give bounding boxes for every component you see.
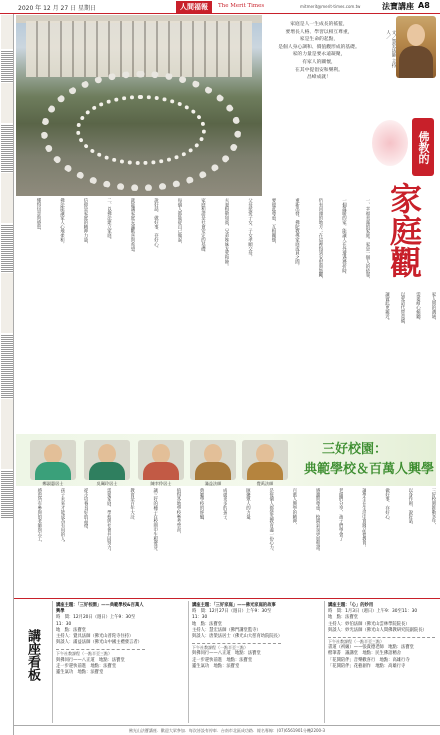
- feature-photo: [16, 15, 262, 196]
- author-portrait: [396, 16, 436, 78]
- event-afternoon-item: 走一步趕快前進 地點：法寶堂: [192, 657, 253, 663]
- event-card[interactable]: [188, 601, 284, 723]
- speaker-photo: [242, 440, 288, 480]
- ad-text-lines: [1, 470, 13, 486]
- event-afternoon-item: 走一步趕快前進 地點：法寶堂: [56, 663, 117, 669]
- ad-text-lines: [1, 224, 13, 240]
- event-host: 主持人：覺具法師（佛光山普陀寺住持）: [56, 634, 134, 640]
- event-place: 地 點：法寶堂: [56, 627, 87, 633]
- ad-text-lines: [1, 240, 13, 256]
- event-topic: 講座主題：「三好校園」——典範學校&百萬人興學: [56, 603, 144, 615]
- speaker-photo: [138, 440, 184, 480]
- article-column: 仍有回頭的地方；在這裡得到安慰與鼓勵，: [318, 198, 323, 282]
- article-column: 需要耐心傾聽，: [415, 292, 421, 323]
- speaker-caption: 吳珮玲居士: [96, 481, 118, 486]
- intro-line: 家的力量是要永遠凝聚，: [292, 52, 346, 58]
- intro-line: 家是生命的起點，: [299, 37, 339, 43]
- article-column: 做好事、存好心，: [384, 488, 390, 524]
- event-place: 地 點：法寶堂: [328, 615, 359, 621]
- speaker-body: [89, 462, 125, 480]
- article-column: 從小培養良好的品德，: [83, 488, 89, 532]
- page-footer: 佛光山法寶講座．歡迎大眾參加．每次皆設有停車．台南市北區成功路．報名專線：(07)6561901分機2200-3: [14, 725, 440, 735]
- event-afternoon-item: 靈生氣功 地點：法寶堂: [192, 663, 240, 669]
- author-byline: [374, 30, 396, 68]
- speaker-body: [143, 462, 179, 480]
- ad-text-lines: [1, 256, 13, 272]
- event-afternoon-item: 書道（初級）——張貴德老師 地點：法寶堂: [328, 645, 414, 651]
- article-column: 一個溫暖的家，能讓人在外遭遇挫折時，: [341, 198, 347, 278]
- article-column: 每個人都能從自己做起，: [177, 198, 182, 247]
- event-afternoon-item: 靈生氣功 地點：法寶堂: [56, 670, 104, 676]
- event-afternoon-item: 「花開陪伴」花藝創作 地點：高雄行寺: [328, 663, 406, 669]
- ad-text-lines: [1, 502, 13, 518]
- left-ad-strip: [0, 14, 14, 735]
- speaker-face: [152, 444, 170, 464]
- event-afternoon-item: 楷筆書 議講堂 地點：民生佛語精舍: [328, 651, 402, 657]
- article-title: 家庭觀: [385, 182, 423, 278]
- article-column: 父母慈愛子女，子女孝順父母，: [247, 198, 253, 260]
- event-card[interactable]: [324, 601, 438, 723]
- speaker-caption: 滿益法師: [204, 481, 222, 486]
- photo-inner-circle: [76, 95, 206, 165]
- article-column: 值得各地學校參考學習，: [175, 488, 181, 537]
- speaker-face: [98, 444, 116, 464]
- article-column: 佛法能讓家人心地柔和，: [59, 198, 65, 247]
- portrait-face: [407, 24, 425, 46]
- speaker-face: [44, 444, 62, 464]
- ad-text-lines: [1, 334, 13, 350]
- issue-date: 2020 年 12 月 27 日 星期日: [18, 5, 96, 12]
- ad-text-lines: [1, 486, 13, 502]
- speaker-photo: [30, 440, 76, 480]
- event-afternoon-item: 與佛同行——八正道 地點：法寶堂: [192, 651, 261, 657]
- article-column: 以身作則、說好話、: [407, 488, 413, 528]
- event-guests: 與談人：唐榮法居士（佛光山大慈育幼院院長）: [192, 634, 283, 640]
- newspaper-logo-en: The Merit Times: [218, 3, 265, 9]
- article-column: 懂得包容與感恩，: [36, 198, 41, 234]
- intro-closing: 昌峰成就！: [307, 75, 331, 81]
- article-column: 家庭和諧是社會安定的基礎，: [200, 198, 206, 256]
- article-column: 孩子未來才能成為有用的人。: [60, 488, 65, 546]
- ad-block: [1, 15, 13, 49]
- speaker-caption: 覺禹法師: [256, 481, 274, 486]
- article-column: 以愛語代替責備，: [400, 292, 405, 328]
- article-column: 讓學生在生活中實踐品德教育。: [361, 488, 367, 550]
- article-column: 三好校園推動多年，: [431, 488, 436, 528]
- event-time: 時 間：1月3日（週日）上午9：30至11：30: [328, 609, 418, 615]
- ad-text-lines: [1, 124, 13, 140]
- banner-headline-line1: 三好校園：: [322, 442, 388, 457]
- title-tag: 佛教的: [412, 118, 434, 176]
- article-column: 信仰是家庭的精神力量，: [83, 198, 88, 247]
- lecture-board-title: 講座看板: [25, 629, 40, 681]
- lotus-decoration: [372, 120, 408, 166]
- event-time: 時 間：12月27日（週日）上午9：30至11：30: [192, 609, 272, 621]
- article-column: 匯聚眾人的力量，: [245, 488, 251, 524]
- article-column: 一、幸福美滿的家庭。家是一個人的依靠，: [365, 198, 370, 282]
- section-title: 法寶講座: [382, 2, 414, 11]
- event-host: 主持人：妙伯法師（佛光山雲林學院院長）: [328, 621, 410, 627]
- school-article-body: [16, 488, 436, 596]
- ad-text-lines: [1, 382, 13, 398]
- lecture-board: [14, 598, 440, 724]
- photo-building: [26, 21, 252, 77]
- article-body-continued: [372, 292, 436, 434]
- event-afternoon-title: 下午社教課程（一點半至三點）: [56, 649, 145, 657]
- article-column: 二、以佛法建立家庭。: [106, 198, 112, 242]
- speaker-face: [204, 444, 222, 464]
- event-topic: 講座主題：「心」的妙用: [328, 603, 374, 608]
- lecture-board-label: [14, 599, 50, 725]
- event-topic: 講座主題：「三好家庭」——佛光家庭的故事: [192, 603, 276, 608]
- ad-block: [1, 273, 13, 333]
- article-column: 要彼此尊重、互相關懷，: [271, 198, 276, 247]
- intro-paragraph: [264, 22, 374, 114]
- author-line: 文／慧宏法師: [391, 30, 396, 57]
- event-afternoon-title: 下午社教課程（一點半至三點）: [328, 637, 435, 645]
- event-place: 地 點：法寶堂: [192, 621, 223, 627]
- ad-text-lines: [1, 66, 13, 82]
- article-column: 感謝與尊重，校園氣氛更加和諧。: [315, 488, 321, 554]
- intro-line: 有家人的關懷，: [302, 59, 336, 65]
- article-column: 成就更多的孩子。: [222, 488, 228, 524]
- speaker-caption: 鄭淑惠居士: [42, 481, 64, 486]
- article-column: 老師們分享，孩子們學會了: [338, 488, 344, 541]
- article-column: 是每個人都能為教育盡一份心力，: [268, 488, 274, 554]
- event-afternoon-item: 與佛同行——八正道 地點：法寶堂: [56, 657, 125, 663]
- event-guests: 與談人：滿益法師（佛光山中國主禮發言者）: [56, 640, 142, 646]
- article-column: 教育是百年大計，: [129, 488, 135, 524]
- ad-block: [1, 399, 13, 469]
- speaker-body: [247, 462, 283, 480]
- intro-line: 在其中提倡安和樂利。: [295, 67, 343, 73]
- ad-block: [1, 83, 13, 123]
- article-column: 重新出發。佛陀教導家庭成員之間，: [294, 198, 300, 269]
- banner-headline-line2: 典範學校＆百萬人興學: [304, 462, 435, 477]
- article-column: 典範學校的經驗，: [199, 488, 205, 524]
- speaker-body: [195, 462, 231, 480]
- article-column: 讓三好的種子在校園中生根發芽。: [152, 488, 158, 554]
- ad-text-lines: [1, 140, 13, 156]
- article-column: 夫妻相敬如賓，兄弟姊妹友愛和睦。: [224, 198, 229, 269]
- portrait-robe: [399, 46, 433, 78]
- article-column: 就能讓家庭充滿歡喜與希望。: [130, 198, 135, 256]
- newspaper-logo[interactable]: 人間福報: [176, 1, 212, 13]
- article-column: 感恩所有參與的老師與志工，: [36, 488, 42, 546]
- speaker-photo: [84, 440, 130, 480]
- speaker-body: [35, 462, 71, 480]
- event-guests: 與談人：妙光法師（佛光山人間佛教研究院副院長）: [328, 627, 427, 633]
- page-header: [0, 0, 440, 14]
- article-column: 讓彼此更親近。: [384, 292, 390, 323]
- ad-text-lines: [1, 350, 13, 366]
- event-time: 時 間：12月20日（週日）上午9：30至11：30: [56, 615, 136, 627]
- event-card[interactable]: [52, 601, 148, 723]
- intro-line: 是個人身心調和、價值觀形成的基礎。: [278, 44, 360, 50]
- intro-line: 要增長人格、學習以相互尊重，: [285, 29, 353, 35]
- ad-block: [1, 173, 13, 223]
- article-column: 需要家庭、學校與社會共同努力。: [106, 488, 112, 554]
- ad-text-lines: [1, 50, 13, 66]
- speaker-face: [256, 444, 274, 464]
- event-afternoon-title: 下午社教課程（一點半至三點）: [192, 643, 281, 651]
- author-line: 主持人／: [385, 30, 396, 68]
- speaker-caption: 陳幸伶居士: [150, 481, 172, 486]
- article-column: 說好話、做好事、存好心，: [153, 198, 159, 251]
- contact-email[interactable]: mitmerit@merit-times.com.tw: [300, 4, 361, 9]
- article-body: [16, 198, 370, 433]
- speaker-photo: [190, 440, 236, 480]
- page-number: A8: [418, 1, 430, 10]
- ad-text-lines: [1, 366, 13, 382]
- article-column: 百萬人興學的精神，: [291, 488, 297, 528]
- intro-line: 家庭是人一生成長的搖籃，: [290, 22, 348, 27]
- article-column: 家人間的溝通，: [431, 292, 436, 323]
- ad-text-lines: [1, 156, 13, 172]
- event-host: 主持人：慧宏法師（佛門講堂監寺）: [192, 627, 261, 633]
- event-afternoon-item: 「花開陪伴」音樂歡喜行 地點：高雄行寺: [328, 657, 410, 663]
